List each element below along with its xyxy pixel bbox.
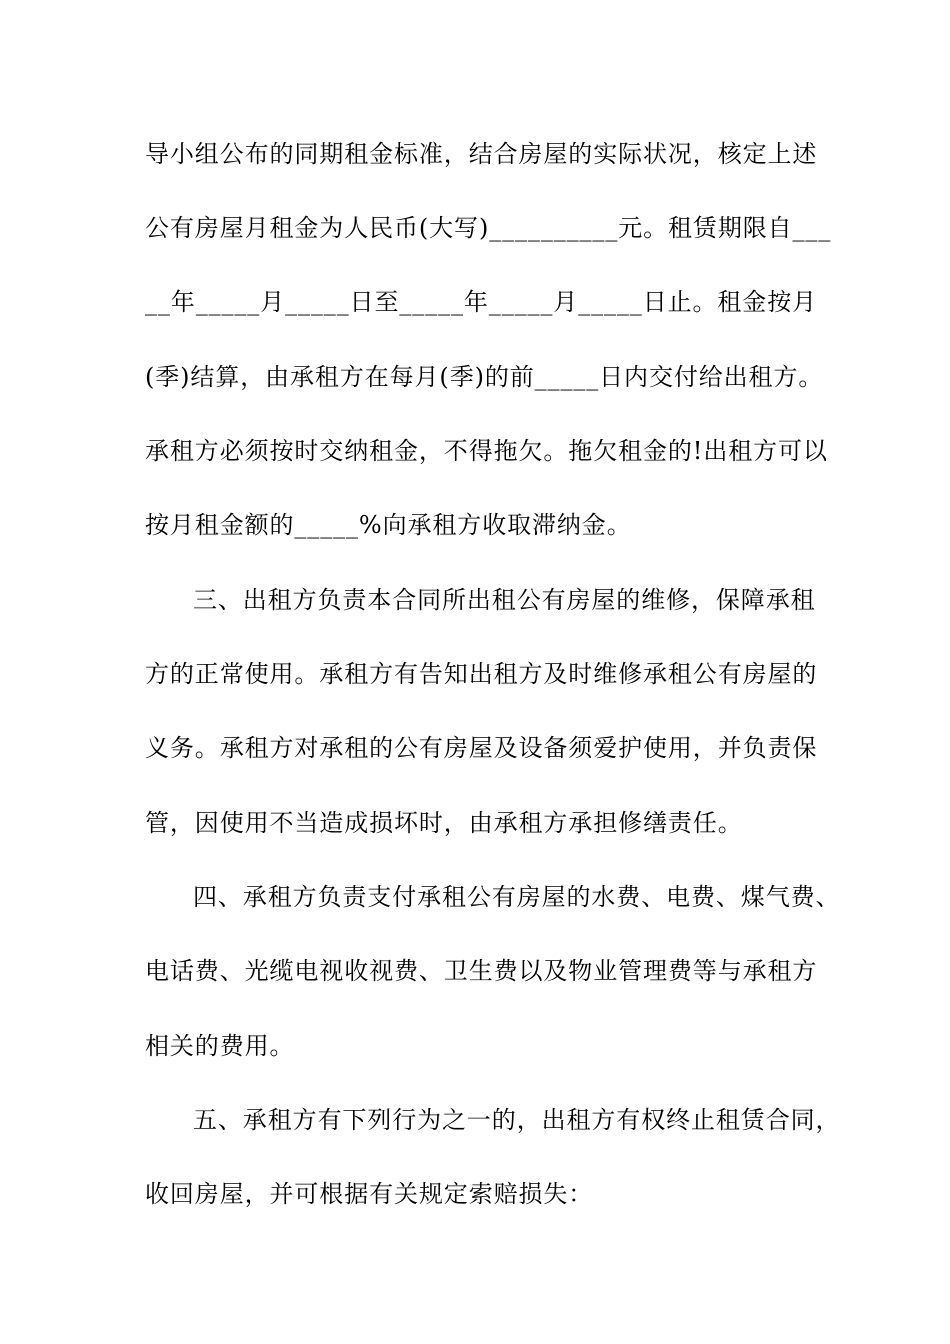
text-line: 收回房屋，并可根据有关规定索赔损失： [145,1180,594,1208]
text-line: 方的正常使用。承租方有告知出租方及时维修承租公有房屋的 [145,660,818,688]
text-line: 公有房屋月租金为人民币(大写)__________元。租赁期限自___ [145,214,832,242]
text-line: 承租方必须按时交纳租金，不得拖欠。拖欠租金的!出租方可以 [145,437,828,465]
text-line: 管，因使用不当造成损坏时，由承租方承担修缮责任。 [145,809,743,837]
text-line: 导小组公布的同期租金标准，结合房屋的实际状况，核定上述 [145,140,818,168]
text-line: 义务。承租方对承租的公有房屋及设备须爱护使用，并负责保 [145,734,818,762]
text-line: 相关的费用。 [145,1032,295,1060]
text-line: (季)结算，由承租方在每月(季)的前_____日内交付给出租方。 [145,363,824,391]
paragraph-4-first-line: 四、承租方负责支付承租公有房屋的水费、电费、煤气费、 [193,883,841,911]
text-line: 电话费、光缆电视收视费、卫生费以及物业管理费等与承租方 [145,957,818,985]
paragraph-5-first-line: 五、承租方有下列行为之一的，出租方有权终止租赁合同， [193,1106,841,1134]
text-line: 按月租金额的_____%向承租方收取滞纳金。 [145,511,632,539]
paragraph-3-first-line: 三、出租方负责本合同所出租公有房屋的维修，保障承租 [193,586,816,614]
text-line: __年_____月_____日至_____年_____月_____日止。租金按月 [145,288,817,316]
